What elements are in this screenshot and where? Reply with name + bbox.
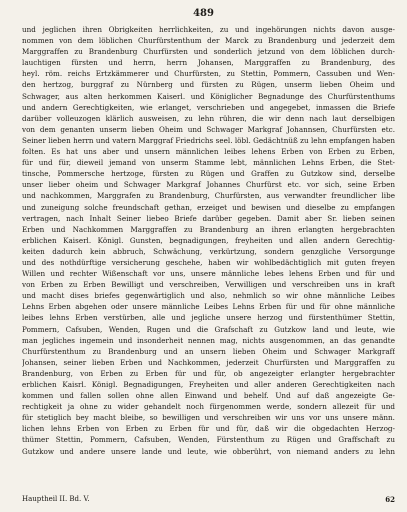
text-line: erblichen Kaisrl. Königl. Begnadigungen, Freyheiten und aller anderen Gerechtigkeiten nach <box>22 380 395 389</box>
text-line: tinsche, Pommersche hertzoge, fürsten zu Rügen und Graffen zu Gutzkow sind, derselbe <box>22 169 395 179</box>
text-line: Brandenburg, von Erben zu Erben für und für, ob angezeigter erlangter hergebrachter <box>22 368 395 378</box>
text-line: von Erben zu Erben Bewilligt und verschreiben, Verwilligen und verschreiben uns in kraft <box>22 280 395 290</box>
text-line: darüber volleuzogen klärlich ausweisen, zu lehn rühren, die wir denn nach laut derselbigen <box>22 113 395 123</box>
text-line: und des nothdürftige versicherung geschehe, haben wir wohlbedächtiglich mit guten freyen <box>22 257 395 267</box>
text-line: kommen und fallen sollen ohne allen Einwand und behelf. Und auf daß angezeigte Ge- <box>22 391 395 401</box>
text-line: und nachkommen, Marggrafen zu Brandenburg, Churfürsten, aus verwandter freundlicher libe <box>22 191 395 201</box>
text-line: Lehns Erben abgehen oder unsere männliche Leibes Lehns Erben für und für ohne männliche <box>22 302 395 312</box>
text-line: Marggraffen zu Brandenburg Churfürsten und sonderlich jetzund von dem löblichen durch- <box>22 47 395 57</box>
text-line: erblichen Kaiserl. Königl. Gunsten, begnadigungen, freyheiten und allen andern Gerechtig- <box>22 235 395 245</box>
text-line: lichen lehns Erben von Erben zu Erben für und für, daß wir die obgedachten Herzog- <box>22 424 395 434</box>
text-line: von dem genanten unserm lieben Oheim und Schwager Markgraf Johannsen, Churfürsten etc. <box>22 124 395 134</box>
text-line: und zuneigung solche freundschaft gethan, erzeiget und bewisen und dieselbe zu empfangen <box>22 202 395 212</box>
text-line: nommen von dem löblichen Churfürstenthum der Marck zu Brandenburg und jederzeit dem <box>22 36 395 46</box>
text-line: für stetiglich bey macht bleibe, so bewilligen und verschreiben wir uns vor uns unsere männ. <box>22 413 395 423</box>
text-line: heyl. röm. reichs Ertzkämmerer und Churfürsten, zu Stettin, Pommern, Cassuben und Wen- <box>22 69 395 79</box>
text-line: keiten dadurch kein abbruch, Schwächung, verkürtzung, sondern genzgliche Versorgunge <box>22 246 395 256</box>
text-line: Churfürstenthum zu Brandenburg und an unsern lieben Oheim und Schwager Markgraff <box>22 346 395 356</box>
page-number: 489 <box>193 8 214 19</box>
text-line: und andern Gerechtigkeiten, wie erlanget, verschrieben und angegebet, inmassen die Briefe <box>22 102 395 112</box>
text-line: und macht dises briefes gegenwärtiglich und also, nehmlich so wir ohne männliche Leibes <box>22 291 395 301</box>
text-line: folten. Es hat uns aber und unsern männlichen leibes lehens Erben von Erben zu Erben, <box>22 147 395 157</box>
text-line: den hertzog, burggraf zu Nürnberg und fürsten zu Rügen, unserm lieben Oheim und <box>22 80 395 90</box>
text-line: Pommern, Cafsuben, Wenden, Rugen und die Grafschaft zu Gutzkow land und leute, wie <box>22 324 395 334</box>
text-line: thümer Stettin, Pommern, Cafsuben, Wenden, Fürstenthum zu Rügen und Graffschaft zu <box>22 435 395 445</box>
text-line: unser lieber oheim und Schwager Markgraf Johannes Churfürst etc. vor sich, seine Erben <box>22 180 395 190</box>
footer-sheet-number: 62 <box>385 495 395 504</box>
text-line: Schwager, aus alten herkommen Kaiserl. und Königlicher Begnadunge des Churfürstenthums <box>22 91 395 101</box>
footer-signature: Hauptheil II. Bd. V. <box>22 495 90 503</box>
text-line: vertragen, nach Inhalt Seiner liebeo Briefe darüber gegeben. Damit aber Sr. lieben seinen <box>22 213 395 223</box>
body-text <box>22 24 395 457</box>
text-line: Erben und Nachkommen Marggraffen zu Brandenburg an ihren erlangten hergebrachten <box>22 224 395 234</box>
text-line: und jeglichen ihren Obrigkeiten herrlichkeiten, zu und ingehörungen nichts davon ausge- <box>22 25 395 34</box>
text-line: für und für, dieweil jemand von unserm Stamme lebt, männlichen Lehns Erben, die Stet- <box>22 158 395 168</box>
text-line: Johansen, seiner lieben Erben und Nachkommen, jederzeit Churfürsten und Marggraffen zu <box>22 357 395 367</box>
text-line: lauchtigen fürsten und herrn, herrn Johansen, Marggraffen zu Brandenburg, des <box>22 58 395 68</box>
text-line: rechtigkeit ja ohne zu wider gehandelt noch fürgenommen werde, sondern allezeit für und <box>22 402 395 412</box>
text-line: Willen und rechter Wißenschaft vor uns, unsere männliche lebes lehens Erben und für und <box>22 269 395 279</box>
text-line: leibes lehns Erben verstürben, alle und jegliche unsere herzog und fürstenthümer Stettin, <box>22 313 395 323</box>
text-line: man jegliches ingemein und insonderheit nennen mag, nichts ausgenommen, an das genandte <box>22 335 395 345</box>
text-line: Gutzkow und andere unsere lande und leute, wie obberührt, von niemand anders zu lehn <box>22 446 395 456</box>
text-line: Seiner lieben herrn und vatern Marggraf Friedrichs seel. löbl. Gedächtnüß zu lehn empfangen haben <box>22 135 395 145</box>
